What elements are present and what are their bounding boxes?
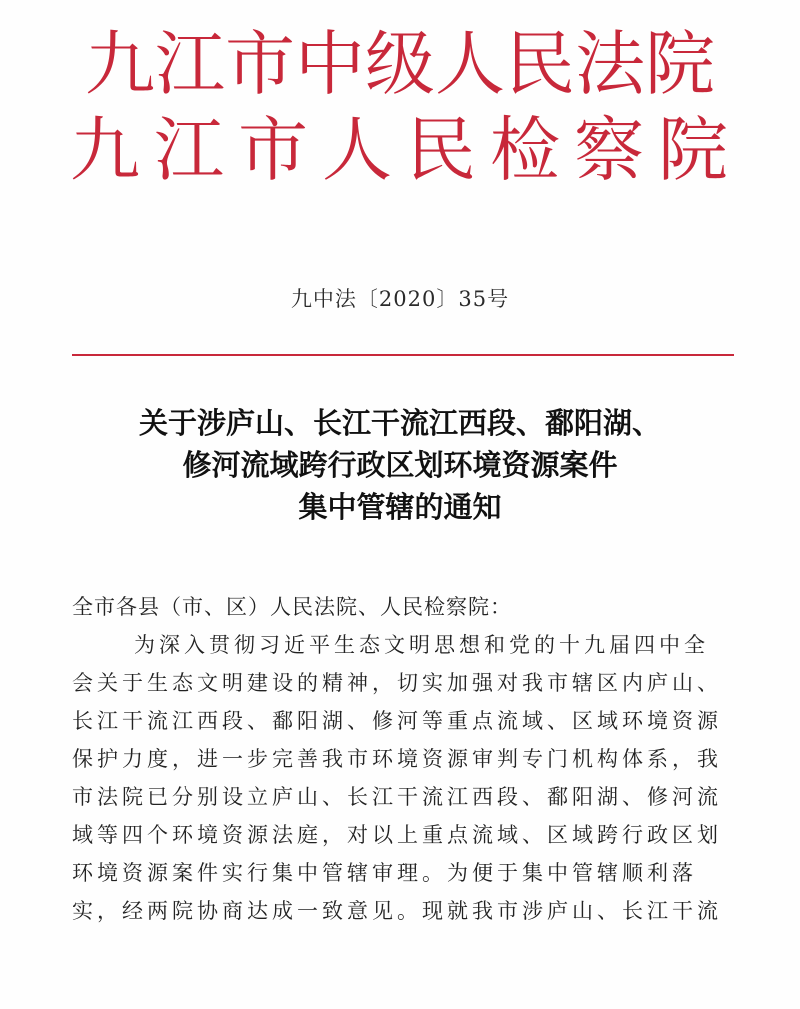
salutation: 全市各县（市、区）人民法院、人民检察院： bbox=[72, 595, 512, 619]
paragraph-line: 实，经两院协商达成一致意见。现就我市涉庐山、长江干流 bbox=[72, 899, 722, 923]
notice-title bbox=[40, 402, 760, 528]
paragraph-line: 保护力度，进一步完善我市环境资源审判专门机构体系，我 bbox=[72, 747, 722, 771]
red-separator-line bbox=[72, 354, 734, 356]
paragraph-line: 域等四个环境资源法庭，对以上重点流域、区域跨行政区划 bbox=[72, 823, 722, 847]
paragraph-line: 长江干流江西段、鄱阳湖、修河等重点流域、区域环境资源 bbox=[72, 709, 722, 733]
notice-title-line: 关于涉庐山、长江干流江西段、鄱阳湖、 bbox=[138, 406, 661, 440]
paragraph-line: 会关于生态文明建设的精神，切实加强对我市辖区内庐山、 bbox=[72, 671, 722, 695]
document-number: 九中法〔2020〕35号 bbox=[290, 287, 510, 311]
notice-title-line: 集中管辖的通知 bbox=[298, 490, 502, 524]
notice-body bbox=[72, 588, 740, 930]
notice-title-line: 修河流域跨行政区划环境资源案件 bbox=[182, 448, 618, 482]
paragraph-line: 环境资源案件实行集中管辖审理。为便于集中管辖顺利落 bbox=[72, 861, 697, 885]
issuer-court-name: 九江市中级人民法院 bbox=[85, 23, 715, 105]
paragraph-line: 为深入贯彻习近平生态文明思想和党的十九届四中全 bbox=[134, 633, 709, 657]
issuer-procuratorate-name: 九江市人民检察院 bbox=[70, 109, 742, 191]
paragraph-line: 市法院已分别设立庐山、长江干流江西段、鄱阳湖、修河流 bbox=[72, 785, 722, 809]
